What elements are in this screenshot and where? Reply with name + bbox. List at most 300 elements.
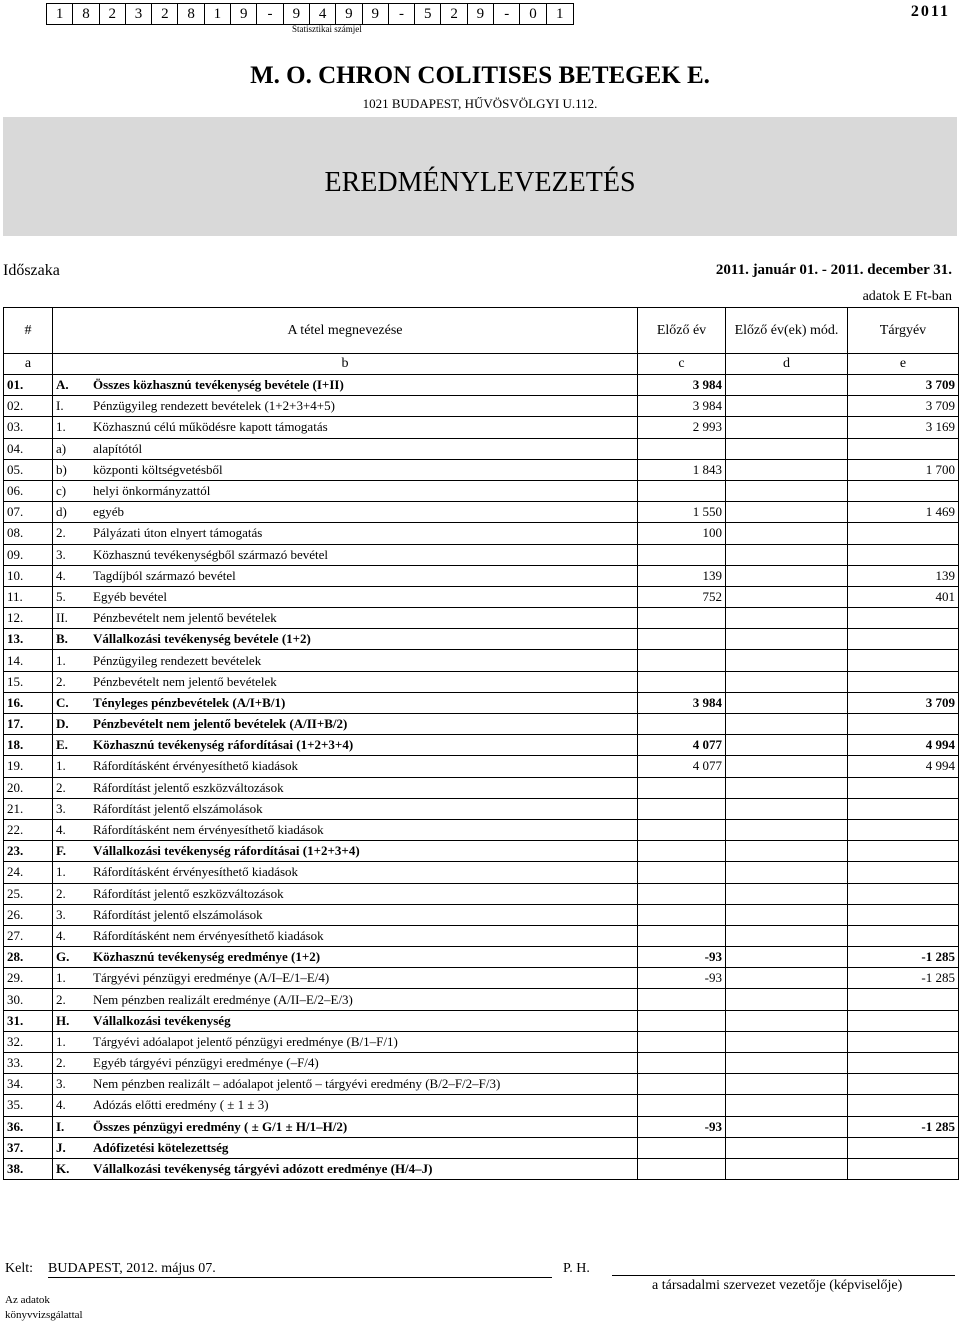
- row-name-cell: [53, 438, 638, 459]
- row-name-cell: [53, 671, 638, 692]
- row-code: 34.: [4, 1074, 53, 1095]
- table-row: [4, 586, 959, 607]
- prev-year-mod-value: [726, 798, 848, 819]
- prev-year-value: -93: [638, 968, 726, 989]
- prev-year-value: [638, 883, 726, 904]
- col-letter-e: e: [848, 354, 959, 375]
- header-mod: Előző év(ek) mód.: [726, 308, 848, 354]
- row-code: 15.: [4, 671, 53, 692]
- statistical-number-label: Statisztikai számjel: [292, 24, 362, 34]
- stat-number-cell: 4: [310, 4, 336, 24]
- row-code: 32.: [4, 1031, 53, 1052]
- row-code: 17.: [4, 714, 53, 735]
- row-index: G.: [56, 949, 70, 965]
- table-row: [4, 989, 959, 1010]
- table-row: [4, 692, 959, 713]
- table-row: [4, 714, 959, 735]
- row-name: Ráfordítást jelentő eszközváltozások: [93, 779, 284, 795]
- signature-label: a társadalmi szervezet vezetője (képviselője): [652, 1278, 903, 1293]
- row-name-cell: [53, 1116, 638, 1137]
- table-row: [4, 1053, 959, 1074]
- row-index: 2.: [56, 1055, 66, 1071]
- current-year-value: [848, 671, 959, 692]
- prev-year-value: [638, 438, 726, 459]
- header-num: #: [4, 308, 53, 354]
- row-name-cell: [53, 544, 638, 565]
- row-index: 2.: [56, 779, 66, 795]
- row-name: Ráfordításként érvényesíthető kiadások: [93, 864, 299, 880]
- current-year-value: [848, 798, 959, 819]
- prev-year-mod-value: [726, 777, 848, 798]
- stat-number-cell: 9: [284, 4, 310, 24]
- prev-year-value: 4 077: [638, 756, 726, 777]
- row-code: 13.: [4, 629, 53, 650]
- table-row: [4, 1074, 959, 1095]
- col-letter-c: c: [638, 354, 726, 375]
- current-year-value: -1 285: [848, 947, 959, 968]
- prev-year-mod-value: [726, 671, 848, 692]
- header-name: A tétel megnevezése: [53, 308, 638, 354]
- row-index: 1.: [56, 1033, 66, 1049]
- prev-year-mod-value: [726, 1010, 848, 1031]
- row-code: 26.: [4, 904, 53, 925]
- current-year-value: [848, 841, 959, 862]
- table-row: [4, 1095, 959, 1116]
- row-index: B.: [56, 631, 68, 647]
- row-code: 03.: [4, 417, 53, 438]
- table-row: [4, 1158, 959, 1179]
- table-row: [4, 968, 959, 989]
- row-name-cell: [53, 1010, 638, 1031]
- audit-note-line1: Az adatok: [5, 1294, 50, 1306]
- row-name-cell: [53, 565, 638, 586]
- prev-year-value: [638, 925, 726, 946]
- row-name-cell: [53, 904, 638, 925]
- prev-year-mod-value: [726, 480, 848, 501]
- prev-year-mod-value: [726, 459, 848, 480]
- prev-year-value: [638, 608, 726, 629]
- prev-year-value: 1 550: [638, 502, 726, 523]
- period-label: Időszaka: [3, 262, 60, 279]
- stat-number-cell: 9: [231, 4, 257, 24]
- prev-year-value: [638, 650, 726, 671]
- row-index: 2.: [56, 673, 66, 689]
- row-name: Vállalkozási tevékenység ráfordításai (1+2+3+4): [93, 843, 360, 859]
- prev-year-mod-value: [726, 862, 848, 883]
- row-name-cell: [53, 523, 638, 544]
- table-row: [4, 1137, 959, 1158]
- row-code: 01.: [4, 375, 53, 396]
- row-name: Adózás előtti eredmény ( ± 1 ± 3): [93, 1097, 269, 1113]
- current-year-value: -1 285: [848, 1116, 959, 1137]
- current-year-value: [848, 1137, 959, 1158]
- table-row: [4, 544, 959, 565]
- prev-year-mod-value: [726, 904, 848, 925]
- prev-year-mod-value: [726, 883, 848, 904]
- row-name: Egyéb tárgyévi pénzügyi eredménye (–F/4): [93, 1055, 319, 1071]
- row-code: 10.: [4, 565, 53, 586]
- current-year-value: 1 700: [848, 459, 959, 480]
- row-index: 2.: [56, 525, 66, 541]
- row-name: Pénzbevételt nem jelentő bevételek (A/II+B/2): [93, 716, 348, 732]
- prev-year-mod-value: [726, 375, 848, 396]
- stat-number-cell: 1: [47, 4, 73, 24]
- table-row: [4, 523, 959, 544]
- prev-year-value: [638, 671, 726, 692]
- row-name: Pénzbevételt nem jelentő bevételek: [93, 610, 277, 626]
- table-row: [4, 798, 959, 819]
- row-code: 33.: [4, 1053, 53, 1074]
- row-index: 4.: [56, 822, 66, 838]
- prev-year-value: [638, 798, 726, 819]
- row-code: 05.: [4, 459, 53, 480]
- stat-number-cell: 2: [441, 4, 467, 24]
- kelt-label: Kelt:: [5, 1261, 33, 1276]
- row-index: 4.: [56, 927, 66, 943]
- prev-year-mod-value: [726, 565, 848, 586]
- stat-number-cell: 2: [152, 4, 178, 24]
- table-row: [4, 841, 959, 862]
- prev-year-mod-value: [726, 629, 848, 650]
- row-name: Tagdíjból származó bevétel: [93, 567, 236, 583]
- row-code: 30.: [4, 989, 53, 1010]
- current-year-value: [848, 1010, 959, 1031]
- prev-year-value: 3 984: [638, 396, 726, 417]
- row-name-cell: [53, 777, 638, 798]
- row-name-cell: [53, 1137, 638, 1158]
- prev-year-mod-value: [726, 1053, 848, 1074]
- period-value: 2011. január 01. - 2011. december 31.: [715, 262, 952, 278]
- table-header-row: [4, 308, 959, 354]
- row-code: 18.: [4, 735, 53, 756]
- row-index: 4.: [56, 567, 66, 583]
- current-year-value: 1 469: [848, 502, 959, 523]
- row-code: 29.: [4, 968, 53, 989]
- row-name-cell: [53, 586, 638, 607]
- prev-year-mod-value: [726, 396, 848, 417]
- audit-note-line2: könyvvizsgálattal: [5, 1309, 83, 1321]
- current-year-value: [848, 819, 959, 840]
- table-row: [4, 671, 959, 692]
- stat-number-cell: -: [389, 4, 415, 24]
- row-index: d): [56, 504, 67, 520]
- table-row: [4, 502, 959, 523]
- prev-year-value: 3 984: [638, 375, 726, 396]
- row-code: 21.: [4, 798, 53, 819]
- row-code: 19.: [4, 756, 53, 777]
- row-index: J.: [56, 1139, 66, 1155]
- row-name: Tárgyévi adóalapot jelentő pénzügyi eredménye (B/1–F/1): [93, 1033, 398, 1049]
- prev-year-value: 2 993: [638, 417, 726, 438]
- table-row: [4, 438, 959, 459]
- row-name: Közhasznú tevékenységből származó bevétel: [93, 546, 328, 562]
- prev-year-mod-value: [726, 586, 848, 607]
- prev-year-value: [638, 1137, 726, 1158]
- row-index: II.: [56, 610, 68, 626]
- header-curr: Tárgyév: [848, 308, 959, 354]
- table-row: [4, 735, 959, 756]
- prev-year-value: 100: [638, 523, 726, 544]
- row-name-cell: [53, 1031, 638, 1052]
- table-row: [4, 459, 959, 480]
- row-name-cell: [53, 925, 638, 946]
- row-name: Egyéb bevétel: [93, 588, 167, 604]
- row-code: 28.: [4, 947, 53, 968]
- row-name-cell: [53, 502, 638, 523]
- row-name: Tárgyévi pénzügyi eredménye (A/I–E/1–E/4): [93, 970, 330, 986]
- current-year-value: 3 709: [848, 396, 959, 417]
- prev-year-value: [638, 841, 726, 862]
- current-year-value: [848, 650, 959, 671]
- row-index: 1.: [56, 652, 66, 668]
- current-year-value: -1 285: [848, 968, 959, 989]
- row-name: Ráfordításként nem érvényesíthető kiadások: [93, 822, 324, 838]
- row-name: Összes közhasznú tevékenység bevétele (I+II): [93, 377, 344, 393]
- current-year-value: [848, 629, 959, 650]
- col-letter-b: b: [53, 354, 638, 375]
- prev-year-mod-value: [726, 1031, 848, 1052]
- current-year-value: 4 994: [848, 735, 959, 756]
- row-name-cell: [53, 417, 638, 438]
- current-year-value: 3 709: [848, 375, 959, 396]
- prev-year-value: 752: [638, 586, 726, 607]
- prev-year-mod-value: [726, 417, 848, 438]
- organization-address: 1021 BUDAPEST, HŰVÖSVÖLGYI U.112.: [362, 96, 598, 111]
- current-year-value: [848, 714, 959, 735]
- stat-number-cell: 8: [178, 4, 204, 24]
- row-index: b): [56, 461, 67, 477]
- kelt-value: BUDAPEST, 2012. május 07.: [48, 1261, 552, 1278]
- prev-year-value: [638, 544, 726, 565]
- row-name: Pénzügyileg rendezett bevételek (1+2+3+4+5): [93, 398, 335, 414]
- row-index: 1.: [56, 419, 66, 435]
- prev-year-mod-value: [726, 1116, 848, 1137]
- row-name-cell: [53, 480, 638, 501]
- prev-year-mod-value: [726, 841, 848, 862]
- row-code: 35.: [4, 1095, 53, 1116]
- row-name-cell: [53, 947, 638, 968]
- row-code: 36.: [4, 1116, 53, 1137]
- prev-year-mod-value: [726, 544, 848, 565]
- row-index: 3.: [56, 906, 66, 922]
- current-year-value: [848, 480, 959, 501]
- table-row: [4, 396, 959, 417]
- signature-line: [612, 1275, 955, 1276]
- prev-year-mod-value: [726, 692, 848, 713]
- row-index: 4.: [56, 1097, 66, 1113]
- row-name: Pénzbevételt nem jelentő bevételek: [93, 673, 277, 689]
- row-index: 2.: [56, 991, 66, 1007]
- row-name-cell: [53, 692, 638, 713]
- header-prev: Előző év: [638, 308, 726, 354]
- row-code: 02.: [4, 396, 53, 417]
- row-name: Adófizetési kötelezettség: [93, 1139, 229, 1155]
- current-year-value: [848, 544, 959, 565]
- prev-year-value: [638, 1031, 726, 1052]
- table-row: [4, 1010, 959, 1031]
- prev-year-mod-value: [726, 1137, 848, 1158]
- row-name-cell: [53, 608, 638, 629]
- row-index: E.: [56, 737, 68, 753]
- row-name: Vállalkozási tevékenység bevétele (1+2): [93, 631, 311, 647]
- prev-year-value: [638, 777, 726, 798]
- row-code: 16.: [4, 692, 53, 713]
- prev-year-mod-value: [726, 1158, 848, 1179]
- prev-year-value: [638, 1158, 726, 1179]
- title-banner: [3, 117, 957, 236]
- col-letter-d: d: [726, 354, 848, 375]
- row-index: I.: [56, 398, 64, 414]
- table-row: [4, 819, 959, 840]
- statistical-number-box: [46, 3, 574, 25]
- prev-year-value: -93: [638, 1116, 726, 1137]
- units-note: adatok E Ft-ban: [862, 289, 952, 304]
- row-index: K.: [56, 1161, 70, 1177]
- row-name: Vállalkozási tevékenység tárgyévi adózott eredménye (H/4–J): [93, 1161, 433, 1177]
- prev-year-mod-value: [726, 1095, 848, 1116]
- row-code: 14.: [4, 650, 53, 671]
- stat-number-cell: 0: [520, 4, 546, 24]
- row-name-cell: [53, 862, 638, 883]
- prev-year-value: [638, 629, 726, 650]
- audit-note: [5, 1293, 83, 1323]
- prev-year-value: [638, 1095, 726, 1116]
- row-name-cell: [53, 798, 638, 819]
- row-name-cell: [53, 968, 638, 989]
- row-name-cell: [53, 989, 638, 1010]
- stat-number-cell: -: [257, 4, 283, 24]
- row-index: a): [56, 440, 67, 456]
- row-name: Nem pénzben realizált eredménye (A/II–E/2–E/3): [93, 991, 353, 1007]
- row-name-cell: [53, 396, 638, 417]
- table-row: [4, 925, 959, 946]
- current-year-value: 3 169: [848, 417, 959, 438]
- row-name-cell: [53, 650, 638, 671]
- prev-year-mod-value: [726, 947, 848, 968]
- table-row: [4, 883, 959, 904]
- prev-year-value: [638, 714, 726, 735]
- row-index: 3.: [56, 546, 66, 562]
- row-name: Közhasznú tevékenység eredménye (1+2): [93, 949, 321, 965]
- row-name: központi költségvetésből: [93, 461, 223, 477]
- prev-year-mod-value: [726, 735, 848, 756]
- row-name-cell: [53, 756, 638, 777]
- prev-year-value: 139: [638, 565, 726, 586]
- current-year-value: 401: [848, 586, 959, 607]
- row-name-cell: [53, 1158, 638, 1179]
- current-year-value: [848, 608, 959, 629]
- current-year-value: 139: [848, 565, 959, 586]
- stat-number-cell: -: [494, 4, 520, 24]
- row-index: C.: [56, 694, 69, 710]
- row-code: 37.: [4, 1137, 53, 1158]
- income-statement-table: [3, 307, 959, 1180]
- row-name: Közhasznú célú működésre kapott támogatás: [93, 419, 328, 435]
- prev-year-mod-value: [726, 502, 848, 523]
- table-row: [4, 608, 959, 629]
- row-name: Ráfordítást jelentő eszközváltozások: [93, 885, 284, 901]
- row-name: Pályázati úton elnyert támogatás: [93, 525, 263, 541]
- row-code: 27.: [4, 925, 53, 946]
- table-row: [4, 1031, 959, 1052]
- current-year-value: [848, 1074, 959, 1095]
- row-index: H.: [56, 1012, 70, 1028]
- prev-year-mod-value: [726, 989, 848, 1010]
- prev-year-value: [638, 819, 726, 840]
- current-year-value: [848, 862, 959, 883]
- table-row: [4, 862, 959, 883]
- current-year-value: [848, 904, 959, 925]
- row-name-cell: [53, 883, 638, 904]
- current-year-value: [848, 777, 959, 798]
- row-code: 06.: [4, 480, 53, 501]
- row-index: 3.: [56, 800, 66, 816]
- row-name: Ráfordításként érvényesíthető kiadások: [93, 758, 299, 774]
- current-year-value: 3 709: [848, 692, 959, 713]
- current-year-value: [848, 523, 959, 544]
- row-name: alapítótól: [93, 440, 143, 456]
- report-title: EREDMÉNYLEVEZETÉS: [324, 167, 636, 198]
- row-index: c): [56, 483, 67, 499]
- current-year-value: [848, 1031, 959, 1052]
- current-year-value: [848, 989, 959, 1010]
- prev-year-mod-value: [726, 714, 848, 735]
- current-year-value: 4 994: [848, 756, 959, 777]
- prev-year-mod-value: [726, 1074, 848, 1095]
- row-name-cell: [53, 1095, 638, 1116]
- row-index: D.: [56, 716, 69, 732]
- table-row: [4, 565, 959, 586]
- row-code: 25.: [4, 883, 53, 904]
- prev-year-value: [638, 1053, 726, 1074]
- row-name-cell: [53, 375, 638, 396]
- table-row: [4, 756, 959, 777]
- current-year-value: [848, 1158, 959, 1179]
- row-index: 1.: [56, 758, 66, 774]
- row-code: 20.: [4, 777, 53, 798]
- row-name-cell: [53, 1074, 638, 1095]
- row-name: Közhasznú tevékenység ráfordításai (1+2+3+4): [93, 737, 354, 753]
- prev-year-value: -93: [638, 947, 726, 968]
- prev-year-value: [638, 1010, 726, 1031]
- row-code: 04.: [4, 438, 53, 459]
- table-row: [4, 947, 959, 968]
- prev-year-value: [638, 480, 726, 501]
- row-name-cell: [53, 735, 638, 756]
- stat-number-cell: 5: [415, 4, 441, 24]
- row-name: Ráfordításként nem érvényesíthető kiadások: [93, 927, 324, 943]
- row-index: 5.: [56, 588, 66, 604]
- row-name: egyéb: [93, 504, 125, 520]
- row-name-cell: [53, 714, 638, 735]
- stat-number-cell: 1: [556, 6, 564, 22]
- row-name: Vállalkozási tevékenység: [93, 1012, 231, 1028]
- prev-year-value: 4 077: [638, 735, 726, 756]
- prev-year-value: 3 984: [638, 692, 726, 713]
- row-code: 38.: [4, 1158, 53, 1179]
- prev-year-mod-value: [726, 756, 848, 777]
- row-name: Tényleges pénzbevételek (A/I+B/1): [93, 694, 286, 710]
- column-letters-row: [4, 354, 959, 375]
- row-index: 3.: [56, 1076, 66, 1092]
- row-code: 23.: [4, 841, 53, 862]
- prev-year-value: [638, 862, 726, 883]
- prev-year-mod-value: [726, 819, 848, 840]
- stamp-place-label: P. H.: [563, 1261, 590, 1276]
- stat-number-cell: 2: [100, 4, 126, 24]
- row-code: 08.: [4, 523, 53, 544]
- prev-year-value: [638, 1074, 726, 1095]
